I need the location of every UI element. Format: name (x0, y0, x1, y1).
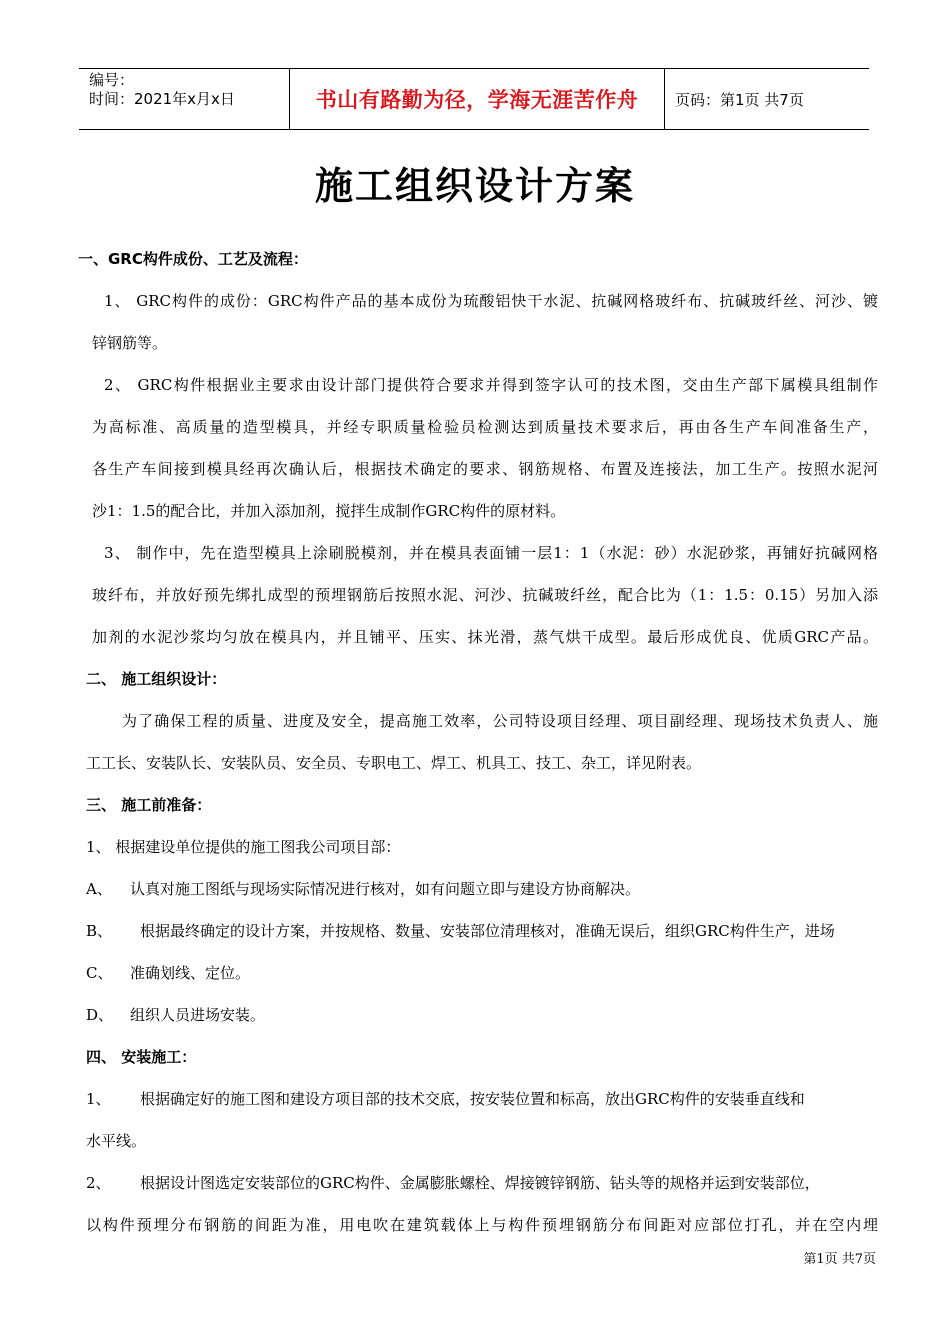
s4-item2-text1: 根据设计图选定安装部位的GRC构件、金属膨胀螺栓、焊接镀锌钢筋、钻头等的规格并运到安装部位， (140, 1174, 820, 1192)
s1-p2-line1: 2、 GRC构件根据业主要求由设计部门提供符合要求并得到签字认可的技术图，交由生产部下属模具组制作 (104, 376, 878, 394)
header-motto-cell (290, 69, 665, 129)
s3-item-c-label: C、 (86, 964, 113, 982)
s3-item-b (86, 910, 878, 952)
s4-item1-line2: 水平线。 (86, 1132, 147, 1150)
number-label: 编号： (89, 71, 135, 89)
s3-item-b-label: B、 (86, 922, 113, 940)
s4-item1-line1 (86, 1078, 878, 1120)
s3-item-d-text: 组织人员进场安装。 (130, 1006, 266, 1024)
s1-p3-line2: 玻纤布，并放好预先绑扎成型的预埋钢筋后按照水泥、河沙、抗碱玻纤丝，配合比为（1：1.5：0.15）另加入添 (92, 586, 878, 604)
s3-item-c-text: 准确划线、定位。 (130, 964, 251, 982)
s4-item1-text1: 根据确定好的施工图和建设方项目部的技术交底，按安装位置和标高，放出GRC构件的安装垂直线和 (140, 1090, 805, 1108)
s4-item1-label: 1、 (86, 1090, 111, 1108)
s1-p1-line1: 1、 GRC构件的成份：GRC构件产品的基本成份为琉酸铝快干水泥、抗碱网格玻纤布、抗碱玻纤丝、河沙、镀 (104, 292, 878, 310)
s3-intro: 1、 根据建设单位提供的施工图我公司项目部： (86, 838, 401, 856)
s2-p1-line1: 为了确保工程的质量、进度及安全，提高施工效率，公司特设项目经理、项目副经理、现场技术负责人、施 (122, 712, 878, 730)
section2-heading: 二、 施工组织设计： (86, 670, 227, 688)
s3-item-a-label: A、 (86, 880, 112, 898)
s3-item-b-text: 根据最终确定的设计方案，并按规格、数量、安装部位清理核对，准确无误后，组织GRC构件生产，进场 (140, 922, 835, 940)
s2-p1-line2: 工工长、安装队长、安装队员、安全员、专职电工、焊工、机具工、技工、杂工，详见附表。 (86, 754, 702, 772)
header-page-cell (665, 69, 869, 129)
section3-heading: 三、 施工前准备： (86, 796, 212, 814)
s4-item2-line2: 以构件预埋分布钢筋的间距为准，用电吹在建筑载体上与构件预埋钢筋分布间距对应部位打孔，并在空内埋 (86, 1216, 878, 1234)
page-title: 施工组织设计方案 (314, 163, 635, 208)
s1-p2-line3: 各生产车间接到模具经再次确认后，根据技术确定的要求、钢筋规格、布置及连接法，加工生产。按照水泥河 (92, 460, 878, 478)
section4-heading: 四、 安装施工： (86, 1048, 197, 1066)
s3-item-d-label: D、 (86, 1006, 114, 1024)
document-body (78, 238, 878, 1246)
page-footer: 第1页 共7页 (803, 1252, 876, 1267)
s1-p2-line4: 沙1：1.5的配合比，并加入添加剂，搅拌生成制作GRC构件的原材料。 (92, 502, 566, 520)
header-motto: 书山有路勤为径，学海无涯苦作舟 (315, 88, 639, 112)
s3-item-c (86, 952, 878, 994)
s3-item-a-text: 认真对施工图纸与现场实际情况进行核对，如有问题立即与建设方协商解决。 (130, 880, 641, 898)
header-table (79, 68, 869, 130)
s3-item-d (86, 994, 878, 1036)
s3-item-a (86, 868, 878, 910)
header-page-label: 页码：第1页 共7页 (675, 90, 804, 109)
s4-item2-label: 2、 (86, 1174, 111, 1192)
time-label: 时间：2021年x月x日 (89, 90, 235, 108)
s1-p1-line2: 锌钢筋等。 (92, 334, 168, 352)
section1-heading: 一、GRC构件成份、工艺及流程： (78, 250, 308, 268)
s1-p3-line1: 3、 制作中，先在造型模具上涂刷脱模剂，并在模具表面铺一层1：1（水泥：砂）水泥砂浆，再铺好抗碱网格 (104, 544, 878, 562)
s4-item2-line1 (86, 1162, 878, 1204)
s1-p2-line2: 为高标准、高质量的造型模具，并经专职质量检验员检测达到质量技术要求后，再由各生产车间准备生产， (92, 418, 878, 436)
header-meta (79, 69, 290, 129)
s1-p3-line3: 加剂的水泥沙浆均匀放在模具内，并且铺平、压实、抹光滑，蒸气烘干成型。最后形成优良、优质GRC产品。 (92, 628, 878, 646)
